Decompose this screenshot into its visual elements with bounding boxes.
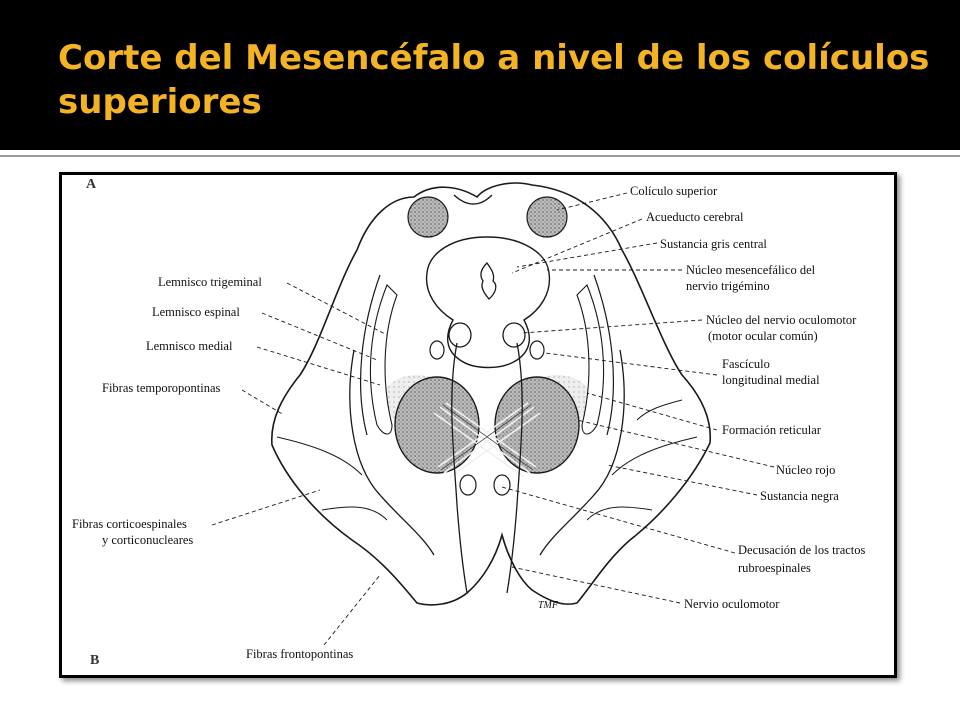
- small-oval-right: [494, 475, 510, 495]
- slide-title: Corte del Mesencéfalo a nivel de los colículos superiores: [58, 38, 930, 122]
- label-acueducto-cerebral: Acueducto cerebral: [646, 210, 744, 224]
- label-decusacion-1: Decusación de los tractos: [738, 543, 866, 557]
- title-bar: [0, 0, 960, 150]
- label-sustancia-gris-central: Sustancia gris central: [660, 237, 767, 251]
- nucleo-rojo-right: [495, 377, 579, 473]
- oculomotor-nucleus-left: [449, 323, 471, 347]
- coliculo-right: [527, 197, 567, 237]
- label-nucleo-rojo: Núcleo rojo: [776, 463, 836, 477]
- label-fasciculo-2: longitudinal medial: [722, 373, 820, 387]
- label-nucleo-mesencefalico-2: nervio trigémino: [686, 279, 770, 293]
- label-decusacion-2: rubroespinales: [738, 561, 811, 575]
- mlf-right: [530, 341, 544, 359]
- label-fasciculo-1: Fascículo: [722, 357, 770, 371]
- panel-letter-a: A: [86, 177, 97, 192]
- label-fibras-corticoespinales-2: y corticonucleares: [102, 533, 194, 547]
- small-oval-left: [460, 475, 476, 495]
- label-lemnisco-espinal: Lemnisco espinal: [152, 305, 240, 319]
- mlf-left: [430, 341, 444, 359]
- label-fibras-frontopontinas: Fibras frontopontinas: [246, 647, 354, 661]
- oculomotor-nucleus-right: [503, 323, 525, 347]
- label-nucleo-oculomotor-2: (motor ocular común): [708, 329, 818, 343]
- label-nucleo-mesencefalico-1: Núcleo mesencefálico del: [686, 263, 816, 277]
- label-nervio-oculomotor: Nervio oculomotor: [684, 597, 780, 611]
- coliculo-left: [408, 197, 448, 237]
- label-nucleo-oculomotor-1: Núcleo del nervio oculomotor: [706, 313, 857, 327]
- midbrain-diagram: [59, 172, 897, 678]
- label-sustancia-negra: Sustancia negra: [760, 489, 839, 503]
- nucleo-rojo-left: [395, 377, 479, 473]
- panel-letter-b: B: [90, 653, 100, 668]
- label-fibras-corticoespinales-1: Fibras corticoespinales: [72, 517, 187, 531]
- label-fibras-temporopontinas: Fibras temporopontinas: [102, 381, 221, 395]
- label-coliculo-superior: Colículo superior: [630, 184, 718, 198]
- label-lemnisco-trigeminal: Lemnisco trigeminal: [158, 275, 262, 289]
- label-lemnisco-medial: Lemnisco medial: [146, 339, 233, 353]
- label-formacion-reticular: Formación reticular: [722, 423, 821, 437]
- signature: TMF: [538, 600, 558, 611]
